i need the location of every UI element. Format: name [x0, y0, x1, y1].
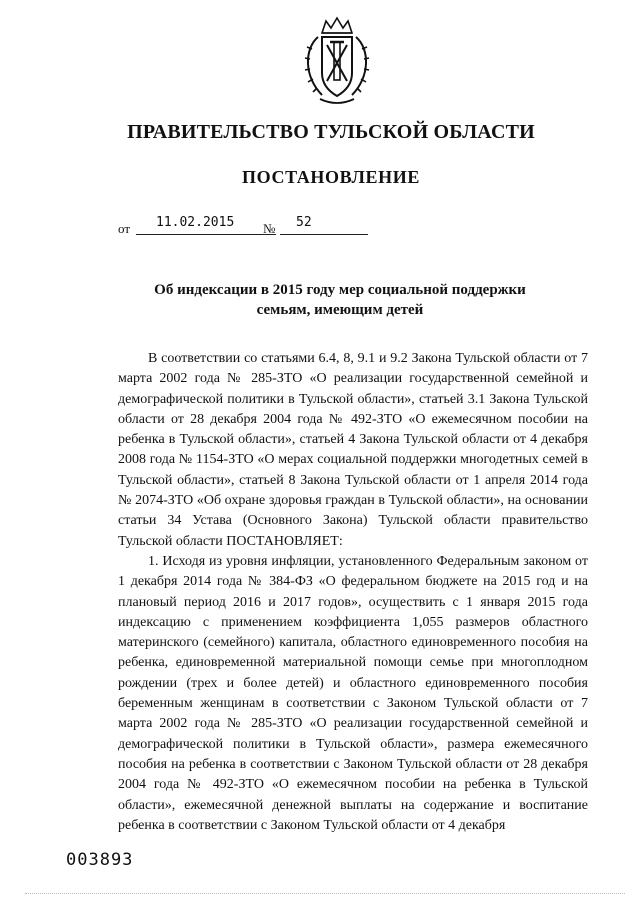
body-paragraph-1: В соответствии со статьями 6.4, 8, 9.1 и 9.2 Закона Тульской области от 7 марта 2002 года № 285-ЗТО «О реализации государственной семейной и демографической политики в Тульской области», статьей 3.1 Закона Тульской области от 28 декабря 2004 года № 492-ЗТО «О ежемесячном пособии на ребенка в Тульской области», статьей 4 Закона Тульской области от 4 декабря 2008 года № 1154-ЗТО «О мерах социальной поддержки многодетных семей в Тульской области», статьей 8 Закона Тульской области от 1 апреля 2014 года № 2074-ЗТО «Об охране здоровья граждан в Тульской области», на основании статьи 34 Устава (Основного Закона) Тульской области правительство Тульской области ПОСТАНОВЛЯЕТ:	[118, 351, 588, 549]
body-paragraph-2: 1. Исходя из уровня инфляции, установленного Федеральным законом от 1 декабря 2014 года № 384-ФЗ «О федеральном бюджете на 2015 год и на плановый период 2016 и 2017 годов», осуществить с 1 января 2015 года индексацию с применением коэффициента 1,055 размеров областного материнского (семейного) капитала, областного единовременного пособия на ребенка, единовременной материальной помощи семье при многоплодном рождении (трех и более детей) и областного единовременного пособия беременным женщинам в соответствии с Законом Тульской области от 7 марта 2002 года № 285-ЗТО «О реализации государственной семейной и демографической политики в Тульской области», размера ежемесячного пособия на ребенка в соответствии с Законом Тульской области от 28 декабря 2004 года № 492-ЗТО «О ежемесячном пособии на ребенка в Тульской области», ежемесячной денежной выплаты на содержание и воспитание ребенка в соответствии с Законом Тульской области от 4 декабря	[118, 553, 588, 833]
bottom-dotted-border	[25, 893, 625, 900]
government-title: ПРАВИТЕЛЬСТВО ТУЛЬСКОЙ ОБЛАСТИ	[127, 121, 535, 143]
document-date: 11.02.2015	[156, 215, 235, 230]
document-number: 52	[296, 215, 312, 230]
date-prefix: от	[118, 221, 131, 236]
date-underline	[136, 234, 276, 235]
subject-line-2: семьям, имеющим детей	[256, 302, 424, 318]
serial-number: 003893	[66, 850, 134, 870]
number-underline	[280, 234, 368, 235]
tula-coat-of-arms-icon	[300, 15, 374, 107]
document-type-heading: ПОСТАНОВЛЕНИЕ	[242, 167, 420, 187]
document-subject	[130, 280, 550, 320]
document-body	[118, 349, 588, 836]
subject-line-1: Об индексации в 2015 году мер социальной поддержки	[154, 282, 526, 298]
number-prefix: №	[263, 221, 276, 236]
